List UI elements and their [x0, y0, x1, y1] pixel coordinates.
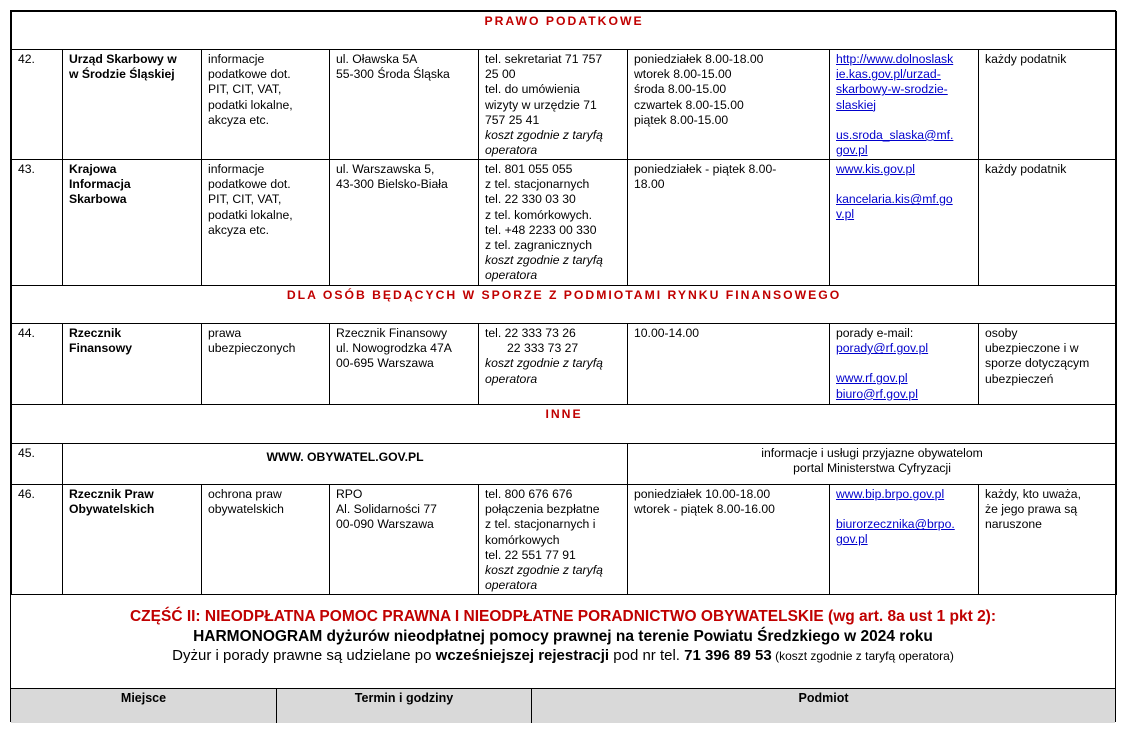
email-link[interactable]: biuro@rf.gov.pl	[836, 386, 918, 401]
schedule-table-header	[11, 688, 1115, 723]
section-heading-other: INNE	[12, 405, 1117, 444]
section-heading-finance: DLA OSÓB BĘDĄCYCH W SPORZE Z PODMIOTAMI RYNKU FINANSOWEGO	[12, 286, 1117, 324]
links-cell	[830, 324, 979, 405]
email-advice-label: porady e-mail:	[836, 326, 914, 340]
audience-cell: każdy podatnik	[979, 50, 1117, 160]
phone-cell: tel. 801 055 055 z tel. stacjonarnych tel. 22 330 03 30 z tel. komórkowych. tel. +48 2233 00 330 z tel. zagranicznych koszt zgodnie z taryfą operatora	[479, 160, 628, 286]
row-number: 42.	[12, 50, 63, 160]
hours-cell: poniedziałek 10.00-18.00 wtorek - piątek 8.00-16.00	[628, 485, 830, 595]
links-cell	[830, 160, 979, 286]
table-row	[12, 50, 1117, 160]
address-cell: Rzecznik Finansowy ul. Nowogrodzka 47A 00-695 Warszawa	[330, 324, 479, 405]
phone-cell: tel. 22 333 73 26 22 333 73 27 koszt zgodnie z taryfą operatora	[479, 324, 628, 405]
scope-cell: informacje podatkowe dot. PIT, CIT, VAT, podatki lokalne, akcyza etc.	[202, 50, 330, 160]
links-cell	[830, 50, 979, 160]
website-link[interactable]: http://www.dolnoslask ie.kas.gov.pl/urzad- skarbowy-w-srodzie- slaskiej	[836, 52, 954, 112]
document-page	[10, 10, 1116, 722]
row-number: 43.	[12, 160, 63, 286]
section-heading-tax: PRAWO PODATKOWE	[12, 12, 1117, 50]
row-number: 44.	[12, 324, 63, 405]
table-row	[12, 444, 1117, 485]
audience-cell: osoby ubezpieczone i w sporze dotyczącym ubezpieczeń	[979, 324, 1117, 405]
scope-cell: ochrona praw obywatelskich	[202, 485, 330, 595]
address-cell: ul. Warszawska 5, 43-300 Bielsko-Biała	[330, 160, 479, 286]
part-two-header	[11, 599, 1115, 666]
institution-name: Rzecznik Praw Obywatelskich	[63, 485, 202, 595]
audience-cell: każdy, kto uważa, że jego prawa są naruszone	[979, 485, 1117, 595]
email-link[interactable]: biurorzecznika@brpo. gov.pl	[836, 517, 955, 547]
row-number: 46.	[12, 485, 63, 595]
portal-website[interactable]: WWW. OBYWATEL.GOV.PL	[63, 444, 628, 485]
institution-name: Rzecznik Finansowy	[63, 324, 202, 405]
website-link[interactable]: www.kis.gov.pl	[836, 162, 916, 176]
contacts-table	[11, 11, 1117, 595]
schedule-subtitle: HARMONOGRAM dyżurów nieodpłatnej pomocy prawnej na terenie Powiatu Średzkiego w 2024 roku	[193, 628, 933, 645]
website-link[interactable]: www.bip.brpo.gov.pl	[836, 487, 945, 501]
column-header-entity: Podmiot	[798, 691, 849, 705]
table-row	[12, 324, 1117, 405]
table-row	[12, 160, 1117, 286]
scope-cell: prawa ubezpieczonych	[202, 324, 330, 405]
scope-cell: informacje podatkowe dot. PIT, CIT, VAT, podatki lokalne, akcyza etc.	[202, 160, 330, 286]
address-cell: RPO Al. Solidarności 77 00-090 Warszawa	[330, 485, 479, 595]
hours-cell: 10.00-14.00	[628, 324, 830, 405]
email-link[interactable]: kancelaria.kis@mf.go v.pl	[836, 192, 953, 222]
address-cell: ul. Oławska 5A 55-300 Środa Śląska	[330, 50, 479, 160]
institution-name: Krajowa Informacja Skarbowa	[63, 160, 202, 286]
row-number: 45.	[12, 444, 63, 485]
part-two-title: CZĘŚĆ II: NIEODPŁATNA POMOC PRAWNA I NIEODPŁATNE PORADNICTWO OBYWATELSKIE (wg art. 8a ust 1 pkt 2):	[129, 608, 997, 625]
website-link[interactable]: www.rf.gov.pl	[836, 371, 908, 386]
hours-cell: poniedziałek 8.00-18.00 wtorek 8.00-15.00 środa 8.00-15.00 czwartek 8.00-15.00 piątek 8.00-15.00	[628, 50, 830, 160]
links-cell	[830, 485, 979, 595]
email-link[interactable]: porady@rf.gov.pl	[836, 341, 929, 356]
registration-phone[interactable]: 71 396 89 53	[684, 647, 772, 664]
phone-cell: tel. sekretariat 71 757 25 00 tel. do umówienia wizyty w urzędzie 71 757 25 41 koszt zgodnie z taryfą operatora	[479, 50, 628, 160]
column-header-dates: Termin i godziny	[277, 689, 532, 723]
table-row	[12, 485, 1117, 595]
hours-cell: poniedziałek - piątek 8.00- 18.00	[628, 160, 830, 286]
institution-name: Urząd Skarbowy w w Środzie Śląskiej	[63, 50, 202, 160]
column-header-place: Miejsce	[11, 689, 277, 723]
audience-cell: każdy podatnik	[979, 160, 1117, 286]
portal-description: informacje i usługi przyjazne obywatelom portal Ministerstwa Cyfryzacji	[628, 444, 1117, 485]
registration-info: Dyżur i porady prawne są udzielane po wcześniejszej rejestracji pod nr tel. 71 396 89 53 (koszt zgodnie z taryfą operatora)	[172, 647, 954, 664]
phone-cell: tel. 800 676 676 połączenia bezpłatne z tel. stacjonarnych i komórkowych tel. 22 551 77 91 koszt zgodnie z taryfą operatora	[479, 485, 628, 595]
email-link[interactable]: us.sroda_slaska@mf. gov.pl	[836, 127, 954, 158]
